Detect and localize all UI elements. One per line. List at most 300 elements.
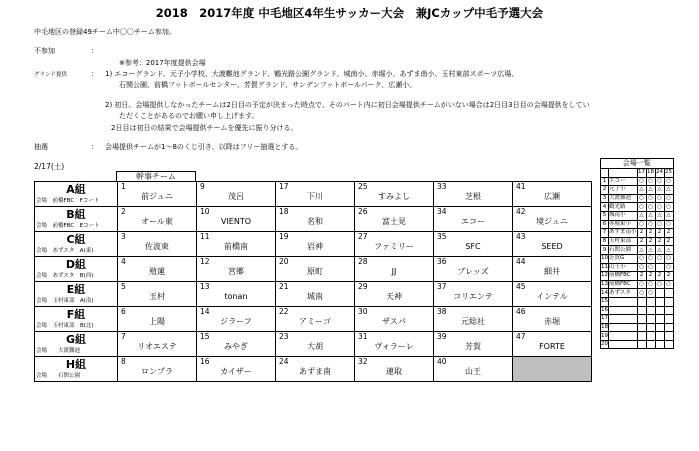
team-number: 33	[437, 182, 447, 191]
venue-list-mark: ○	[646, 177, 655, 186]
venue-list-name	[609, 340, 638, 349]
venue-list-name: 元子小	[609, 186, 638, 195]
venue-list-mark: △	[664, 211, 673, 220]
venue-list-mark	[637, 297, 646, 306]
venue-list-mark	[655, 323, 664, 332]
venue-list-row	[601, 306, 674, 315]
venue-list-index: 16	[601, 306, 608, 313]
team-number: 30	[358, 307, 368, 316]
team-cell	[355, 182, 434, 207]
venue-list-name	[609, 306, 638, 315]
team-cell	[118, 332, 197, 357]
team-name: インテル	[536, 292, 568, 301]
team-cell	[434, 232, 513, 257]
page-subtitle: 中毛地区の登録49チーム中〇〇チーム参加。	[34, 28, 176, 36]
team-number: 46	[516, 307, 526, 316]
venue-list-mark: ○	[637, 289, 646, 298]
group-row	[35, 257, 592, 282]
venue-list-mark	[664, 315, 673, 324]
team-name: 原町	[307, 267, 323, 276]
team-name: ブレッズ	[457, 267, 489, 276]
team-name: ジラーフ	[220, 317, 252, 326]
group-name: B組	[66, 208, 86, 221]
venue-list-index: 4	[601, 203, 609, 212]
venue-list-index: 20	[601, 341, 608, 348]
venue-list-mark: ○	[655, 203, 664, 212]
team-name: 芳賀	[465, 342, 481, 351]
venue-list-row	[601, 203, 674, 212]
team-number: 26	[358, 207, 368, 216]
venue-list-mark: ○	[637, 203, 646, 212]
venue-list-mark: ○	[637, 194, 646, 203]
venue-list-mark	[637, 340, 646, 349]
team-number: 22	[279, 307, 289, 316]
group-row	[35, 182, 592, 207]
team-name: 玉村	[149, 292, 165, 301]
note3: 2日目は初日の結果で会場提供チームを優先に振り分ける。	[111, 124, 298, 132]
team-name: 連取	[386, 367, 402, 376]
team-name: tonan	[224, 292, 248, 301]
venue-list-mark: △	[655, 186, 664, 195]
group-name: G組	[65, 333, 87, 346]
team-cell	[197, 282, 276, 307]
venue-list-col-header: 25	[665, 169, 673, 176]
venue-list-mark	[646, 340, 655, 349]
team-cell	[513, 307, 592, 332]
team-name: 前ジュニ	[141, 192, 173, 201]
team-cell	[434, 282, 513, 307]
team-cell	[513, 232, 592, 257]
team-number: 41	[516, 182, 526, 191]
team-cell	[118, 282, 197, 307]
venue-list-mark: 2	[664, 237, 673, 246]
team-number: 32	[358, 357, 368, 366]
venue-list-mark: △	[637, 186, 646, 195]
team-cell	[434, 207, 513, 232]
venue-list-index: 11	[601, 263, 608, 270]
team-number: 40	[437, 357, 447, 366]
team-cell	[434, 332, 513, 357]
venue-list-row	[601, 332, 674, 341]
team-cell	[118, 307, 197, 332]
team-number: 10	[200, 207, 210, 216]
team-cell	[276, 282, 355, 307]
venue-list-name: 石関公園	[609, 246, 638, 255]
venue-list-mark: ○	[664, 263, 673, 272]
team-name: ロンプラ	[141, 367, 173, 376]
venue-list-mark: ○	[646, 289, 655, 298]
venue-list-mark: ○	[664, 194, 673, 203]
venue-list-mark	[637, 315, 646, 324]
team-number: 28	[358, 257, 368, 266]
match-date: 2/17(土)	[34, 162, 65, 171]
team-cell	[276, 357, 355, 382]
venue-list-row	[601, 229, 674, 238]
venue-list-name	[609, 315, 638, 324]
team-cell	[355, 282, 434, 307]
team-cell	[355, 207, 434, 232]
venue-label: グランド提供	[34, 72, 68, 78]
team-cell	[276, 207, 355, 232]
venue-list-mark: ○	[637, 177, 646, 186]
group-name: F組	[66, 308, 86, 321]
team-cell	[118, 257, 197, 282]
team-number: 37	[437, 282, 447, 291]
team-number: 42	[516, 207, 526, 216]
team-cell	[434, 357, 513, 382]
team-name: あずま南	[299, 367, 331, 376]
venue-list-index: 6	[601, 220, 609, 229]
venue-list-mark: 2	[646, 272, 655, 281]
team-number: 31	[358, 332, 368, 341]
venue-list-header-blank	[601, 169, 609, 178]
venue-line1: 1) エコーグランド、元子小学校、大渡難池グランド、鶴光路公園グランド、城南小、赤堀小、あずま南小、玉村東部スポーツ広場、	[105, 70, 519, 78]
venue-list-mark: ○	[664, 280, 673, 289]
team-number: 11	[200, 232, 210, 241]
venue-list-name: 赤堀東小	[609, 220, 638, 229]
venue-list-name: 前橋FBC	[609, 272, 638, 281]
venue-list-col-header: 17	[638, 169, 646, 176]
venue-list-mark: △	[664, 186, 673, 195]
venue-list-mark: 2	[655, 237, 664, 246]
team-number: 4	[121, 257, 126, 266]
venue-list-name: あずま南小	[609, 229, 637, 236]
team-cell	[276, 332, 355, 357]
venue-list-mark: ○	[646, 194, 655, 203]
venue-list-mark: ○	[637, 220, 646, 229]
venue-list-mark	[655, 332, 664, 341]
venue-list-index: 14	[601, 289, 608, 296]
team-name: FORTE	[539, 342, 565, 351]
team-cell	[355, 357, 434, 382]
venue-list-index: 10	[601, 255, 608, 262]
team-number: 9	[200, 182, 205, 191]
team-name: エコー	[461, 217, 485, 226]
venue-list-name: 城南小	[609, 211, 638, 220]
venue-list-mark	[655, 315, 664, 324]
venue-note: ※参考：2017年度提供会場	[119, 59, 206, 67]
venue-list-mark	[664, 306, 673, 315]
venue-list-mark: ○	[655, 177, 664, 186]
team-cell	[434, 307, 513, 332]
team-name: 境ジュニ	[536, 217, 568, 226]
venue-list-mark: 2	[664, 272, 673, 281]
team-number: 29	[358, 282, 368, 291]
venue-list-row	[601, 340, 674, 349]
team-number: 3	[121, 232, 126, 241]
venue-list-mark	[664, 297, 673, 306]
team-number: 14	[200, 307, 210, 316]
venue-list-mark: △	[664, 246, 673, 255]
team-number: 36	[437, 257, 447, 266]
venue-list-mark: ○	[637, 280, 646, 289]
venue-list-title: 会場一覧	[601, 159, 674, 169]
venue-list-index: 18	[601, 323, 608, 330]
note2-line2: ただくことがあるのでお願い申し上げます。	[119, 112, 259, 120]
group-label-cell	[35, 182, 118, 207]
team-number: 16	[200, 357, 210, 366]
venue-list-col-header: 18	[647, 169, 655, 176]
group-name: E組	[66, 283, 86, 296]
group-row	[35, 282, 592, 307]
venue-list-name: 鶴光路	[609, 203, 638, 212]
team-number: 17	[279, 182, 289, 191]
venue-list-mark: 2	[646, 229, 655, 238]
venue-list-index: 17	[601, 315, 608, 322]
venue-list-mark	[655, 289, 664, 298]
team-number: 47	[516, 332, 526, 341]
venue-list-index: 19	[601, 332, 608, 339]
team-cell	[276, 182, 355, 207]
venue-list-mark: ○	[646, 220, 655, 229]
group-name: D組	[65, 258, 87, 271]
lottery-sep: ：	[91, 143, 98, 151]
team-cell	[513, 257, 592, 282]
venue-list-mark: △	[637, 211, 646, 220]
venue-list-mark	[655, 297, 664, 306]
team-number: 44	[516, 257, 526, 266]
venue-list-row	[601, 315, 674, 324]
venue-list-mark	[637, 332, 646, 341]
team-name: 佐波東	[145, 242, 169, 251]
venue-list-mark: 2	[655, 229, 664, 238]
venue-list-mark: ○	[646, 203, 655, 212]
team-name: 赤堀	[544, 317, 560, 326]
venue-list-name	[609, 297, 638, 306]
group-venue: 会場 あずスタ A(東)	[36, 248, 94, 254]
team-number: 13	[200, 282, 210, 291]
venue-list-index: 15	[601, 298, 608, 305]
venue-list-row	[601, 220, 674, 229]
venue-list-row	[601, 237, 674, 246]
team-cell	[118, 232, 197, 257]
venue-list-mark	[664, 289, 673, 298]
venue-list-name: あずスタ	[609, 289, 638, 298]
venue-list-col-header: 24	[656, 169, 664, 176]
team-name: 芝根	[465, 192, 481, 201]
team-name: 細井	[544, 267, 560, 276]
team-name: 元総社	[461, 317, 485, 326]
group-venue: 会場 玉村東部 B(北)	[36, 323, 94, 329]
team-number: 8	[121, 357, 126, 366]
venue-list-index: 1	[601, 177, 609, 186]
venue-list-index: 3	[601, 194, 609, 203]
venue-list-header-blank	[609, 169, 638, 178]
team-cell	[197, 307, 276, 332]
team-cell	[276, 307, 355, 332]
empty-team-cell	[513, 357, 592, 382]
venue-list-mark	[655, 306, 664, 315]
venue-list-row	[601, 246, 674, 255]
group-label-cell	[35, 282, 118, 307]
venue-list-name: 芳賀G	[609, 254, 638, 263]
group-row	[35, 307, 592, 332]
team-name: 岩神	[307, 242, 323, 251]
team-cell	[118, 357, 197, 382]
group-label-cell	[35, 332, 118, 357]
team-cell	[513, 207, 592, 232]
venue-list-mark: 2	[655, 272, 664, 281]
venue-list-index: 13	[601, 281, 608, 288]
team-cell	[197, 207, 276, 232]
venue-list-mark	[655, 340, 664, 349]
venue-list-row	[601, 194, 674, 203]
group-label-cell	[35, 307, 118, 332]
team-number: 6	[121, 307, 126, 316]
venue-list-name	[609, 332, 638, 341]
venue-list-mark	[646, 297, 655, 306]
team-cell	[513, 282, 592, 307]
team-name: 宮郷	[228, 267, 244, 276]
venue-list-row	[601, 323, 674, 332]
team-name: 城南	[307, 292, 323, 301]
venue-list-name: エコー	[609, 177, 638, 186]
team-cell	[276, 232, 355, 257]
venue-list-index: 2	[601, 186, 609, 195]
team-name: 上陽	[149, 317, 165, 326]
team-name: すみよし	[378, 192, 410, 201]
team-number: 38	[437, 307, 447, 316]
venue-list-mark: ○	[646, 263, 655, 272]
venue-list-row	[601, 177, 674, 186]
venue-list-mark: ○	[655, 254, 664, 263]
team-name: 富士見	[382, 217, 406, 226]
venue-list-mark: ○	[664, 177, 673, 186]
team-cell	[355, 332, 434, 357]
venue-list-mark	[646, 332, 655, 341]
venue-list-mark: ○	[655, 220, 664, 229]
team-cell	[197, 357, 276, 382]
venue-list-index: 12	[601, 272, 608, 279]
venue-list-mark	[637, 323, 646, 332]
team-name: アミーゴ	[299, 317, 331, 326]
group-label-cell	[35, 207, 118, 232]
team-number: 15	[200, 332, 210, 341]
venue-list-index: 9	[601, 246, 609, 255]
team-number: 34	[437, 207, 447, 216]
team-cell	[197, 332, 276, 357]
venue-list-mark: ○	[646, 280, 655, 289]
team-number: 27	[358, 232, 368, 241]
group-venue: 会場 石関公園	[36, 373, 81, 379]
venue-list-mark	[664, 323, 673, 332]
group-label-cell	[35, 257, 118, 282]
team-number: 2	[121, 207, 126, 216]
venue-list-mark: ○	[637, 263, 646, 272]
team-name: 天神	[386, 292, 402, 301]
team-name: みやぎ	[224, 342, 248, 351]
venue-list-table	[600, 158, 674, 349]
venue-list-row	[601, 289, 674, 298]
venue-list-mark: △	[646, 211, 655, 220]
group-label-cell	[35, 232, 118, 257]
group-name: A組	[66, 183, 86, 196]
team-number: 25	[358, 182, 368, 191]
venue-list-name: 玉村東部	[609, 237, 638, 246]
venue-list-mark: △	[646, 246, 655, 255]
venue-list-mark	[637, 306, 646, 315]
venue-list-mark	[664, 340, 673, 349]
page-title: 2018 2017年度 中毛地区4年生サッカー大会 兼JCカップ中毛予選大会	[155, 6, 544, 20]
venue-list-mark: ○	[655, 194, 664, 203]
team-name: SFC	[465, 242, 481, 251]
venue-list-mark: ○	[655, 280, 664, 289]
team-name: リオエステ	[137, 342, 177, 351]
team-number: 24	[279, 357, 289, 366]
venue-list-mark: 2	[637, 237, 646, 246]
team-name: ファミリー	[374, 242, 414, 251]
team-cell	[197, 232, 276, 257]
venue-list-row	[601, 280, 674, 289]
kanji-team-header: 幹事チーム	[116, 171, 196, 182]
team-cell	[276, 257, 355, 282]
not-participating-label: 不参加	[34, 47, 55, 55]
team-name: ヴォラーレ	[374, 342, 414, 351]
team-name: 山王	[465, 367, 481, 376]
team-number: 5	[121, 282, 126, 291]
team-name: 茂呂	[228, 192, 244, 201]
venue-list-mark: 2	[637, 272, 646, 281]
team-name: 前橋南	[224, 242, 248, 251]
venue-list-mark: △	[655, 246, 664, 255]
team-cell	[118, 182, 197, 207]
team-cell	[434, 257, 513, 282]
venue-list-mark: 2	[637, 229, 646, 238]
venue-list-index: 5	[601, 211, 609, 220]
team-number: 23	[279, 332, 289, 341]
venue-list-row	[601, 186, 674, 195]
venue-list-name: 前橋FBC	[609, 280, 638, 289]
venue-list-mark	[646, 306, 655, 315]
venue-list-row	[601, 263, 674, 272]
venue-list-mark	[646, 315, 655, 324]
group-row	[35, 232, 592, 257]
team-cell	[513, 182, 592, 207]
team-name: 名和	[307, 217, 323, 226]
venue-list-row	[601, 211, 674, 220]
team-cell	[197, 182, 276, 207]
venue-list-mark: 2	[646, 237, 655, 246]
team-number: 12	[200, 257, 210, 266]
venue-list-row	[601, 272, 674, 281]
team-number: 19	[279, 232, 289, 241]
venue-list-mark	[655, 263, 664, 272]
team-number: 43	[516, 232, 526, 241]
group-venue: 会場 大渡難池	[36, 348, 81, 354]
team-cell	[355, 232, 434, 257]
team-name: オール東	[141, 217, 173, 226]
lottery-text: 会場提供チームが1～8のくじ引き、以降はフリー抽選とする。	[105, 143, 303, 151]
team-number: 45	[516, 282, 526, 291]
team-name: コリエンテ	[453, 292, 493, 301]
venue-sep: ：	[91, 70, 98, 78]
team-name: SEED	[541, 242, 563, 251]
team-number: 21	[279, 282, 289, 291]
venue-list-mark: △	[637, 246, 646, 255]
team-name: ザスパ	[382, 317, 406, 326]
group-row	[35, 207, 592, 232]
group-row	[35, 332, 592, 357]
venue-list-mark: ○	[646, 254, 655, 263]
team-name: カイザー	[220, 367, 252, 376]
team-number: 18	[279, 207, 289, 216]
team-cell	[197, 257, 276, 282]
team-cell	[355, 307, 434, 332]
not-participating-sep: ：	[91, 47, 98, 55]
team-name: 広瀬	[544, 192, 560, 201]
team-number: 39	[437, 332, 447, 341]
venue-list-row	[601, 254, 674, 263]
